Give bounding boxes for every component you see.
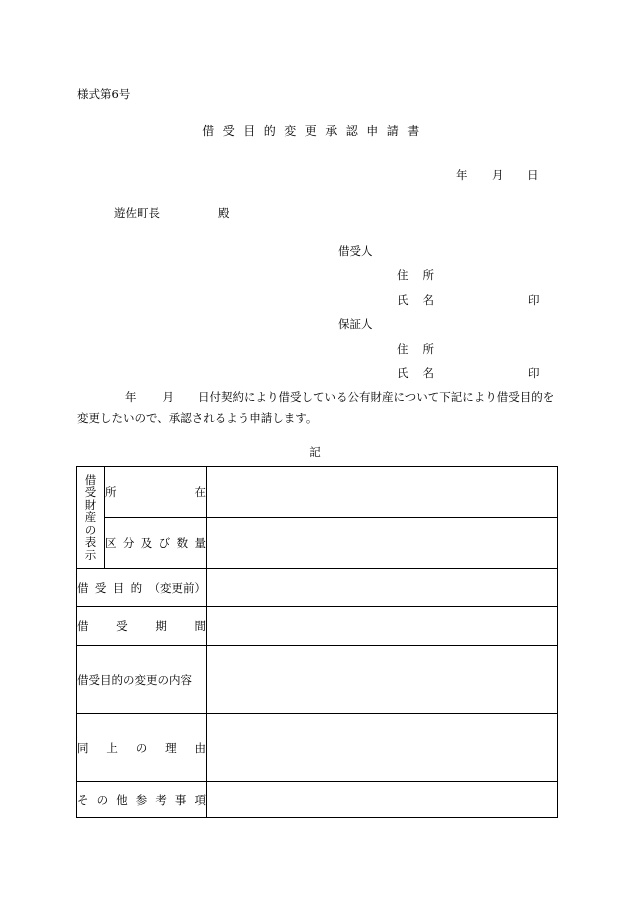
location-label: 所 在 bbox=[105, 467, 207, 518]
borrower-role: 借受人 bbox=[338, 244, 373, 258]
property-group-label: 借 受 財 産 の 表 示 bbox=[77, 467, 105, 569]
honorific: 殿 bbox=[218, 206, 230, 220]
other-notes-label: そ の 他 参 考 事 項 bbox=[77, 782, 207, 818]
body-text: 日付契約により借受している公有財産について下記により借受目的を変更したいので、承認されるよう申請します。 bbox=[77, 390, 555, 425]
table-row bbox=[77, 518, 558, 569]
period-value[interactable] bbox=[207, 607, 558, 646]
borrower-address-label: 住 所 bbox=[397, 268, 434, 282]
location-value[interactable] bbox=[207, 467, 558, 518]
period-label: 借 受 期 間 bbox=[77, 607, 207, 646]
borrower-seal: 印 bbox=[528, 293, 540, 307]
request-body bbox=[77, 387, 561, 429]
reason-value[interactable] bbox=[207, 714, 558, 782]
purpose-before-label: 借 受 目 的 （変更前） bbox=[77, 569, 207, 607]
application-table bbox=[76, 466, 558, 818]
category-quantity-label: 区 分 及 び 数 量 bbox=[105, 518, 207, 569]
date-day-label: 日 bbox=[527, 168, 539, 182]
document-title: 借受目的変更承認申請書 bbox=[202, 124, 428, 138]
guarantor-seal: 印 bbox=[528, 366, 540, 380]
addressee: 遊佐町長 bbox=[114, 206, 160, 220]
table-row bbox=[77, 467, 558, 518]
other-notes-value[interactable] bbox=[207, 782, 558, 818]
change-content-label: 借受目的の変更の内容 bbox=[77, 646, 207, 714]
body-month: 月 bbox=[162, 390, 174, 404]
ki-heading: 記 bbox=[309, 445, 321, 459]
guarantor-address-label: 住 所 bbox=[397, 342, 434, 356]
table-row bbox=[77, 782, 558, 818]
date-year-label: 年 bbox=[456, 168, 468, 182]
guarantor-role: 保証人 bbox=[338, 317, 373, 331]
table-row bbox=[77, 646, 558, 714]
table-row bbox=[77, 714, 558, 782]
table-row bbox=[77, 569, 558, 607]
guarantor-name-label: 氏 名 bbox=[397, 366, 434, 380]
date-month-label: 月 bbox=[492, 168, 504, 182]
borrower-name-label: 氏 名 bbox=[397, 293, 434, 307]
category-quantity-value[interactable] bbox=[207, 518, 558, 569]
change-content-value[interactable] bbox=[207, 646, 558, 714]
purpose-before-value[interactable] bbox=[207, 569, 558, 607]
body-year: 年 bbox=[125, 390, 137, 404]
form-number: 様式第6号 bbox=[77, 87, 131, 101]
table-row bbox=[77, 607, 558, 646]
reason-label: 同 上 の 理 由 bbox=[77, 714, 207, 782]
